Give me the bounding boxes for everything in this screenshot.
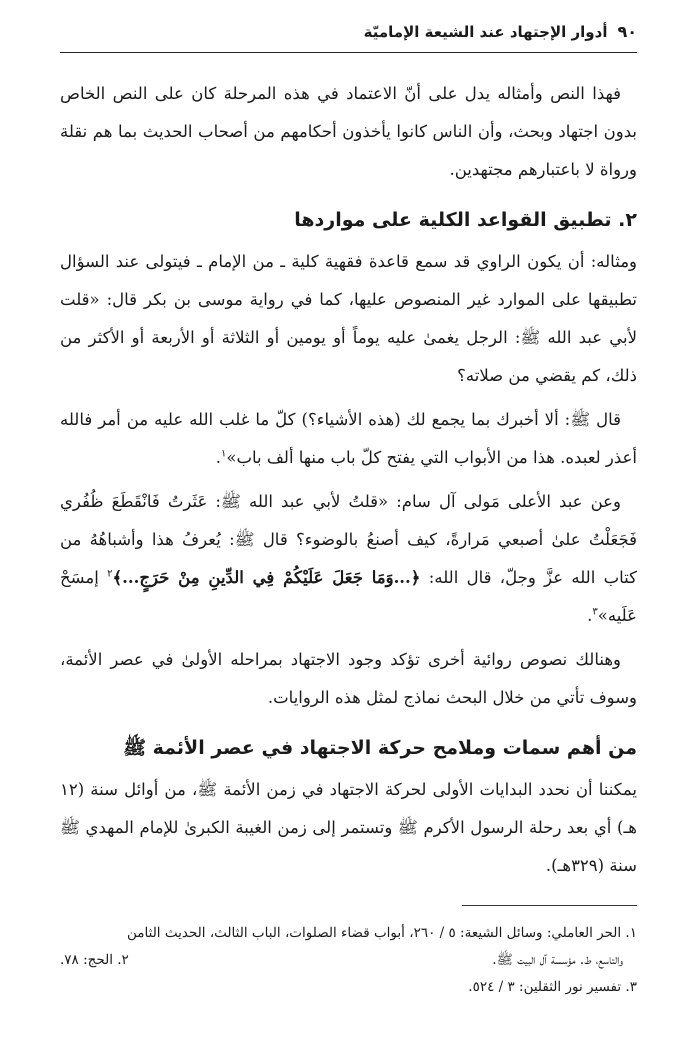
footnote-1: ١. الحر العاملي: وسائل الشيعة: ٥ / ٢٦٠، أبواب قضاء الصلوات، الباب الثالث، الحديث الثامن: [127, 925, 637, 941]
footnote-1-continuation: والتاسع، ط. مؤسسة آل البيت ﷺ.: [492, 952, 623, 968]
running-header: [60, 22, 637, 53]
paragraph-4-text-b: إمسَحْ عَلَيه»: [60, 568, 637, 625]
section-heading-2: من أهم سمات وملامح حركة الاجتهاد في عصر الأئمة ﷺ: [123, 737, 637, 759]
footnote-ref-3: ٣: [592, 606, 598, 618]
page-number: ٩٠: [617, 22, 637, 41]
paragraph-3: قال ﷺ: ألا أخبرك بما يجمع لك (هذه الأشياء؟) كلّ ما غلب الله عليه من أمر فالله أعذر لعبده. هذا من الأبواب التي يفتح كلّ باب منها ألف باب»$^١$.: [60, 410, 637, 467]
paragraph-1: فهذا النص وأمثاله يدل على أنّ الاعتماد في هذه المرحلة كان على النص الخاص بدون اجتهاد وبحث، وأن الناس كانوا يأخذون أحكامهم من أصحاب الحديث بما هم نقلة ورواة لا باعتبارهم مجتهدين.: [60, 84, 637, 179]
section-heading-1: ٢. تطبيق القواعد الكلية على مواردها: [294, 209, 637, 231]
footnote-2: ٢. الحج: ٧٨.: [60, 952, 129, 968]
paragraph-4: وعن عبد الأعلى مَولى آل سام: «قلتُ لأبي عبد الله ﷺ: عَثَرتُ فَانْقَطَعَ ظُفُري فَجَعَلْتُ علىٰ أصبعي مَرارةً، كيف أصنعُ بالوضوء؟ قال ﷺ: يُعرفُ هذا وأشباهُهُ من كتاب الله عزَّ وجلّ، قال الله: ﴿...وَمَا جَعَلَ عَلَيْكُمْ فِي الدِّينِ مِنْ حَرَجٍ...﴾$^٢$ إمسَحْ عَلَيه»$^٣$.: [60, 492, 637, 625]
footnote-ref-1: ١: [220, 448, 227, 460]
paragraph-6: يمكننا أن نحدد البدايات الأولى لحركة الاجتهاد في زمن الأئمة ﷺ، من أوائل سنة (١٢ هـ) أي بعد رحلة الرسول الأكرم ﷺ وتستمر إلى زمن الغيبة الكبرىٰ للإمام المهدي ﷺ سنة (٣٢٩هـ).: [60, 780, 637, 875]
quran-verse: ﴿...وَمَا جَعَلَ عَلَيْكُمْ فِي الدِّينِ مِنْ حَرَجٍ...﴾: [112, 568, 421, 587]
paragraph-4-text-a: وعن عبد الأعلى مَولى آل سام: «قلتُ لأبي عبد الله ﷺ: عَثَرتُ فَانْقَطَعَ ظُفُري فَجَعَلْتُ علىٰ أصبعي مَرارةً، كيف أصنعُ بالوضوء؟ قال ﷺ: يُعرفُ هذا وأشباهُهُ من كتاب الله عزَّ وجلّ، قال الله:: [60, 492, 637, 587]
footnote-divider: [462, 905, 637, 906]
footnote-line-3: [60, 974, 637, 1001]
paragraph-2: ومثاله: أن يكون الراوي قد سمع قاعدة فقهية كلية ـ من الإمام ـ فيتولى عند السؤال تطبيقها على الموارد غير المنصوص عليها، كما في رواية موسى بن بكر قال: «قلت لأبي عبد الله ﷺ: الرجل يغمىٰ عليه يوماً أو يومين أو الثلاثة أو الأربعة أو الأكثر من ذلك، كم يقضي من صلاته؟: [60, 252, 637, 385]
paragraph-3-text: قال ﷺ: ألا أخبرك بما يجمع لك (هذه الأشياء؟) كلّ ما غلب الله عليه من أمر فالله أعذر لعبده. هذا من الأبواب التي يفتح كلّ باب منها ألف باب»: [60, 410, 637, 467]
footnotes: [60, 920, 637, 1001]
footnote-line-2: [60, 947, 637, 974]
footnote-line-1: [60, 920, 637, 947]
paragraph-5: وهنالك نصوص روائية أخرى تؤكد وجود الاجتهاد بمراحله الأولىٰ في عصر الأئمة، وسوف تأتي من خلال البحث نماذج لمثل هذه الروايات.: [60, 650, 637, 707]
footnote-3: ٣. تفسير نور الثقلين: ٣ / ٥٢٤.: [468, 979, 637, 995]
footnote-ref-2: ٢: [107, 568, 113, 580]
chapter-title: أدوار الإجتهاد عند الشيعة الإماميّة: [363, 23, 608, 41]
